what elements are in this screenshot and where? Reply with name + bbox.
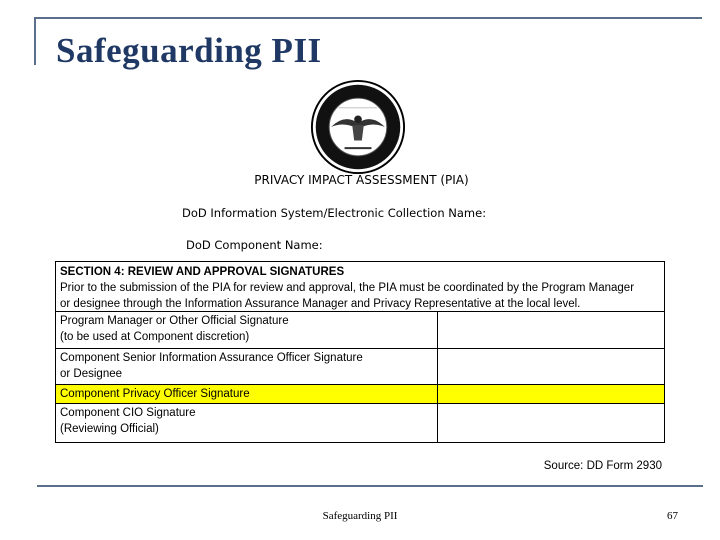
- section-text-line-1: Prior to the submission of the PIA for review and approval, the PIA must be coordinated by the Program Manager: [60, 282, 635, 294]
- signature-field[interactable]: [438, 312, 664, 348]
- signature-table: [55, 261, 665, 443]
- signature-field[interactable]: [438, 385, 664, 403]
- signature-field[interactable]: [438, 349, 664, 384]
- signature-field[interactable]: [438, 404, 664, 442]
- section-header: [56, 262, 664, 312]
- frame-top-rule: [34, 17, 702, 19]
- signature-row-iao: [56, 349, 664, 385]
- signature-row-program-manager: [56, 312, 664, 349]
- form-heading: PRIVACY IMPACT ASSESSMENT (PIA): [254, 173, 469, 187]
- frame-left-rule: [34, 17, 36, 65]
- signature-role-label: Program Manager or Other Official Signature (to be used at Component discretion): [56, 312, 438, 348]
- dod-seal-icon: [310, 79, 406, 175]
- page-title: Safeguarding PII: [56, 31, 322, 70]
- signature-role-label: Component CIO Signature (Reviewing Official): [56, 404, 438, 442]
- source-note: Source: DD Form 2930: [543, 460, 662, 472]
- signature-role-label: Component Privacy Officer Signature: [56, 385, 438, 403]
- footer-title: Safeguarding PII: [322, 510, 398, 522]
- page-number: 67: [667, 510, 678, 522]
- section-text-line-2: or designee through the Information Assurance Manager and Privacy Representative at the local level.: [60, 298, 581, 310]
- signature-role-label: Component Senior Information Assurance Officer Signature or Designee: [56, 349, 438, 384]
- signature-row-privacy-officer: [56, 385, 664, 404]
- signature-row-cio: [56, 404, 664, 442]
- component-name-label: DoD Component Name:: [186, 238, 323, 252]
- footer-rule: [37, 485, 703, 487]
- system-name-label: DoD Information System/Electronic Collection Name:: [182, 206, 487, 220]
- section-title: SECTION 4: REVIEW AND APPROVAL SIGNATURES: [60, 266, 345, 278]
